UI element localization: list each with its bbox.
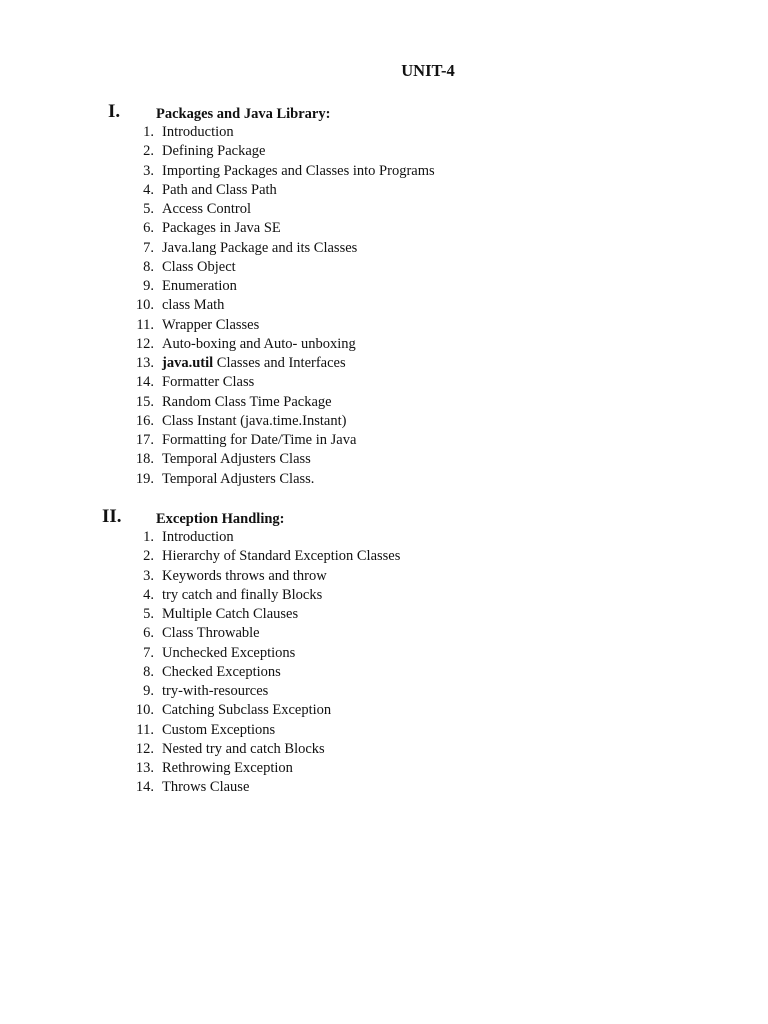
list-item-number: 12. <box>135 740 154 757</box>
list-item-number: 13. <box>135 760 154 776</box>
list-item-text: Wrapper Classes <box>162 316 260 333</box>
list-item-number: 1. <box>143 124 154 140</box>
list-item-number: 2. <box>143 143 154 160</box>
list-item-text: Temporal Adjusters Class. <box>162 470 315 487</box>
list-item-number: 6. <box>143 625 154 642</box>
list-item-text: Rethrowing Exception <box>162 760 293 776</box>
list-item-text: Path and Class Path <box>162 181 277 198</box>
list-item-bold-text: java.util <box>162 355 214 371</box>
list-item-text: Class Instant (java.time.Instant) <box>162 412 347 429</box>
list-item-number: 10. <box>135 297 154 314</box>
list-item-text: Introduction <box>162 124 234 140</box>
list-item-number: 7. <box>143 644 154 661</box>
list-item-text: Multiple Catch Clauses <box>162 606 299 622</box>
list-item-text: Hierarchy of Standard Exception Classes <box>162 548 401 565</box>
list-item-text: Java.lang Package and its Classes <box>162 239 358 256</box>
list-item-text: try-with-resources <box>162 683 269 699</box>
section-heading: Exception Handling: <box>156 511 285 527</box>
list-item-text: Catching Subclass Exception <box>162 702 332 719</box>
list-item-text: Importing Packages and Classes into Programs <box>162 162 435 179</box>
list-item-number: 16. <box>135 412 154 429</box>
list-item-text: Class Object <box>162 258 236 275</box>
unit-title: UNIT-4 <box>401 61 455 80</box>
list-item-text: Class Throwable <box>162 625 260 642</box>
list-item-number: 3. <box>143 567 154 584</box>
list-item-text: Random Class Time Package <box>162 393 332 410</box>
list-item-text: Formatting for Date/Time in Java <box>162 432 357 448</box>
list-item-number: 11. <box>136 721 154 738</box>
list-item-text: Unchecked Exceptions <box>162 644 296 661</box>
list-item-number: 5. <box>143 606 154 622</box>
list-item-text: Keywords throws and throw <box>162 567 327 584</box>
section-heading: Packages and Java Library: <box>156 106 331 122</box>
list-item-number: 10. <box>135 702 154 719</box>
list-item-number: 14. <box>135 374 154 391</box>
list-item-number: 1. <box>143 529 154 545</box>
list-item-number: 7. <box>143 239 154 256</box>
list-item-text: Checked Exceptions <box>162 663 281 680</box>
list-item-text: Defining Package <box>162 143 266 160</box>
section-numeral: I. <box>108 101 121 122</box>
section-numeral: II. <box>102 506 122 527</box>
list-item-number: 17. <box>135 432 154 448</box>
list-item-number: 11. <box>136 316 154 333</box>
list-item-number: 18. <box>135 451 154 468</box>
list-item-text: Formatter Class <box>162 374 255 391</box>
list-item-number: 5. <box>143 201 154 217</box>
list-item-number: 19. <box>135 470 154 487</box>
list-item-number: 8. <box>143 663 154 680</box>
list-item-text: Introduction <box>162 529 234 545</box>
list-item-number: 13. <box>135 355 154 371</box>
list-item-text: try catch and finally Blocks <box>162 586 323 603</box>
list-item-number: 8. <box>143 258 154 275</box>
list-item-number: 4. <box>143 586 154 603</box>
list-item-number: 4. <box>143 181 154 198</box>
list-item-text: class Math <box>162 297 225 314</box>
list-item-number: 15. <box>135 393 154 410</box>
list-item-text: Packages in Java SE <box>162 220 281 237</box>
list-item-text: Access Control <box>162 201 251 217</box>
list-item-text: Nested try and catch Blocks <box>162 740 325 757</box>
list-item-number: 12. <box>135 335 154 352</box>
list-item-text: Custom Exceptions <box>162 721 276 738</box>
list-item-number: 2. <box>143 548 154 565</box>
list-item-rest-text: Classes and Interfaces <box>213 355 346 371</box>
list-item-text: Throws Clause <box>162 779 250 796</box>
list-item-number: 9. <box>143 683 154 699</box>
list-item-number: 9. <box>143 278 154 294</box>
list-item-number: 14. <box>135 779 154 796</box>
list-item-number: 6. <box>143 220 154 237</box>
list-item-text: Auto-boxing and Auto- unboxing <box>162 335 356 352</box>
list-item-number: 3. <box>143 162 154 179</box>
list-item-text: Enumeration <box>162 278 237 294</box>
list-item-text <box>162 354 346 373</box>
list-item-text: Temporal Adjusters Class <box>162 451 311 468</box>
